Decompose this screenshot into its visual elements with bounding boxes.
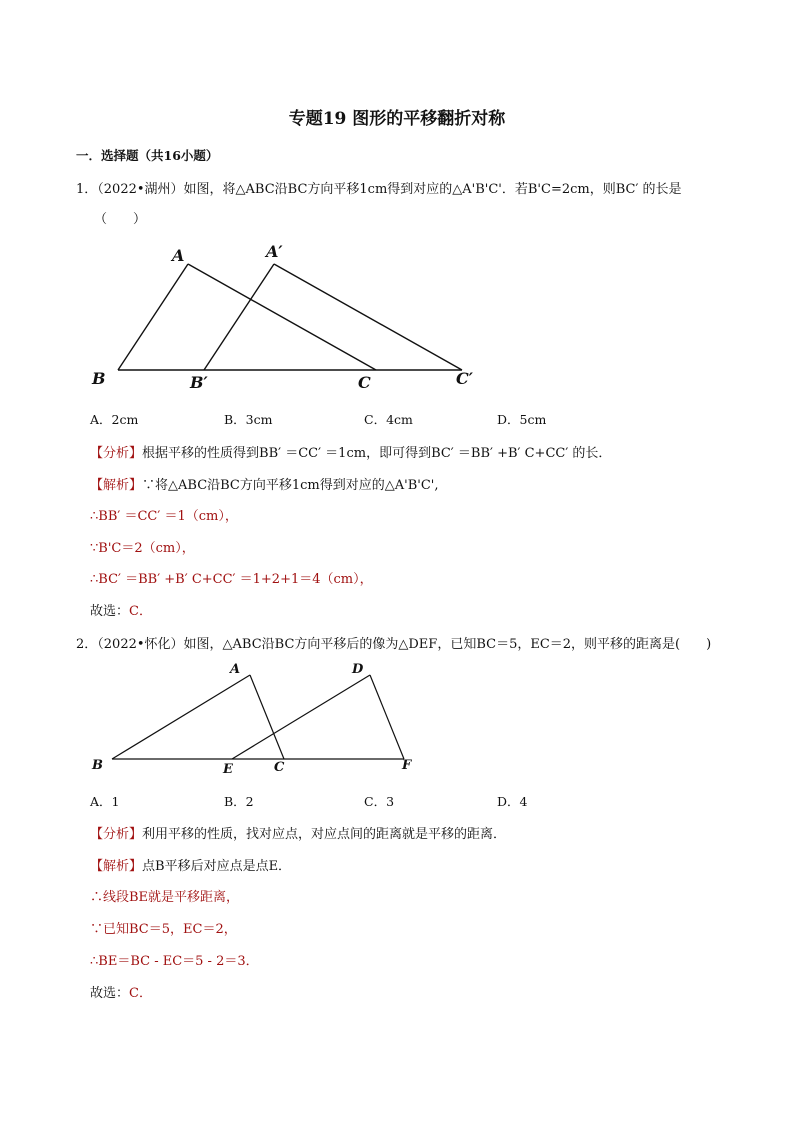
q2-segment-AB: [112, 675, 250, 759]
q1-option-b: B．3cm: [224, 412, 273, 427]
q2-option-d: D．4: [497, 794, 528, 809]
q2-analysis-text: 利用平移的性质，找对应点，对应点间的距离就是平移的距离．: [142, 827, 507, 842]
q1-label-A-prime: A′: [266, 242, 283, 261]
q1-solution-line4: ∴BC′ ＝BB′ +B′ C+CC′ ＝1+2+1＝4（cm），: [90, 572, 373, 587]
q1-answer-prefix: 故选：: [90, 604, 130, 619]
q2-answer-prefix: 故选：: [90, 986, 130, 1001]
q2-solution-line3: ∵已知BC＝5，EC＝2，: [90, 922, 237, 937]
q1-label-B-prime: B′: [190, 373, 208, 392]
q1-analysis-text: 根据平移的性质得到BB′ ＝CC′ ＝1cm，即可得到BC′ ＝BB′ +B′ C+CC′ 的长．: [142, 446, 612, 461]
q2-label-D: D: [352, 662, 364, 677]
q1-label-C: C: [358, 373, 371, 392]
q2-option-b: B．2: [224, 794, 254, 809]
q2-segment-DE: [232, 675, 370, 759]
q1-stem-line2: （ ）: [94, 212, 147, 227]
q2-label-C: C: [274, 760, 285, 775]
q1-solution-line2: ∴BB′ ＝CC′ ＝1（cm），: [90, 509, 238, 524]
q2-analysis: [90, 823, 506, 842]
q2-solution-line2: ∴线段BE就是平移距离，: [90, 890, 240, 905]
section-heading: 一．选择题（共16小题）: [76, 148, 219, 163]
q2-segment-AC: [250, 675, 284, 759]
q1-label-A: A: [172, 246, 185, 265]
q2-label-B: B: [92, 758, 103, 773]
q1-solution-tag: 【解析】: [90, 478, 143, 493]
q1-option-a: A．2cm: [90, 412, 139, 427]
q1-solution-line3: ∵B'C＝2（cm），: [90, 541, 195, 556]
q1-option-d: D．5cm: [497, 412, 547, 427]
q2-answer-value: C．: [129, 986, 152, 1001]
page-title: 专题19 图形的平移翻折对称: [288, 109, 506, 129]
q1-label-C-prime: C′: [456, 369, 473, 388]
q2-solution-tag: 【解析】: [90, 859, 143, 874]
q2-stem: 2．（2022•怀化）如图，△ABC沿BC方向平移后的像为△DEF，已知BC＝5，EC＝2，则平移的距离是( ): [76, 637, 712, 652]
q1-analysis-tag: 【分析】: [90, 446, 143, 461]
q2-solution-text-1: 点B平移后对应点是点E．: [142, 859, 292, 874]
q2-solution-line1: [90, 855, 291, 874]
q2-option-c: C．3: [364, 794, 395, 809]
q2-label-A: A: [230, 662, 241, 677]
q2-solution-line4: ∴BE＝BC - EC＝5 - 2＝3．: [90, 954, 259, 969]
q1-stem-line1: 1．（2022•湖州）如图，将△ABC沿BC方向平移1cm得到对应的△A'B'C'．若B'C=2cm，则BC′ 的长是: [76, 182, 682, 197]
q1-option-c: C．4cm: [364, 412, 413, 427]
q2-answer: [90, 982, 152, 1001]
q2-label-E: E: [223, 762, 233, 777]
q1-solution-text-1: ∵将△ABC沿BC方向平移1cm得到对应的△A'B'C',: [142, 478, 439, 493]
q2-option-a: A．1: [90, 794, 120, 809]
q2-label-F: F: [402, 758, 412, 773]
q2-analysis-tag: 【分析】: [90, 827, 143, 842]
q1-answer-value: C．: [129, 604, 152, 619]
q1-label-B: B: [92, 369, 106, 388]
q2-segment-DF: [370, 675, 404, 759]
